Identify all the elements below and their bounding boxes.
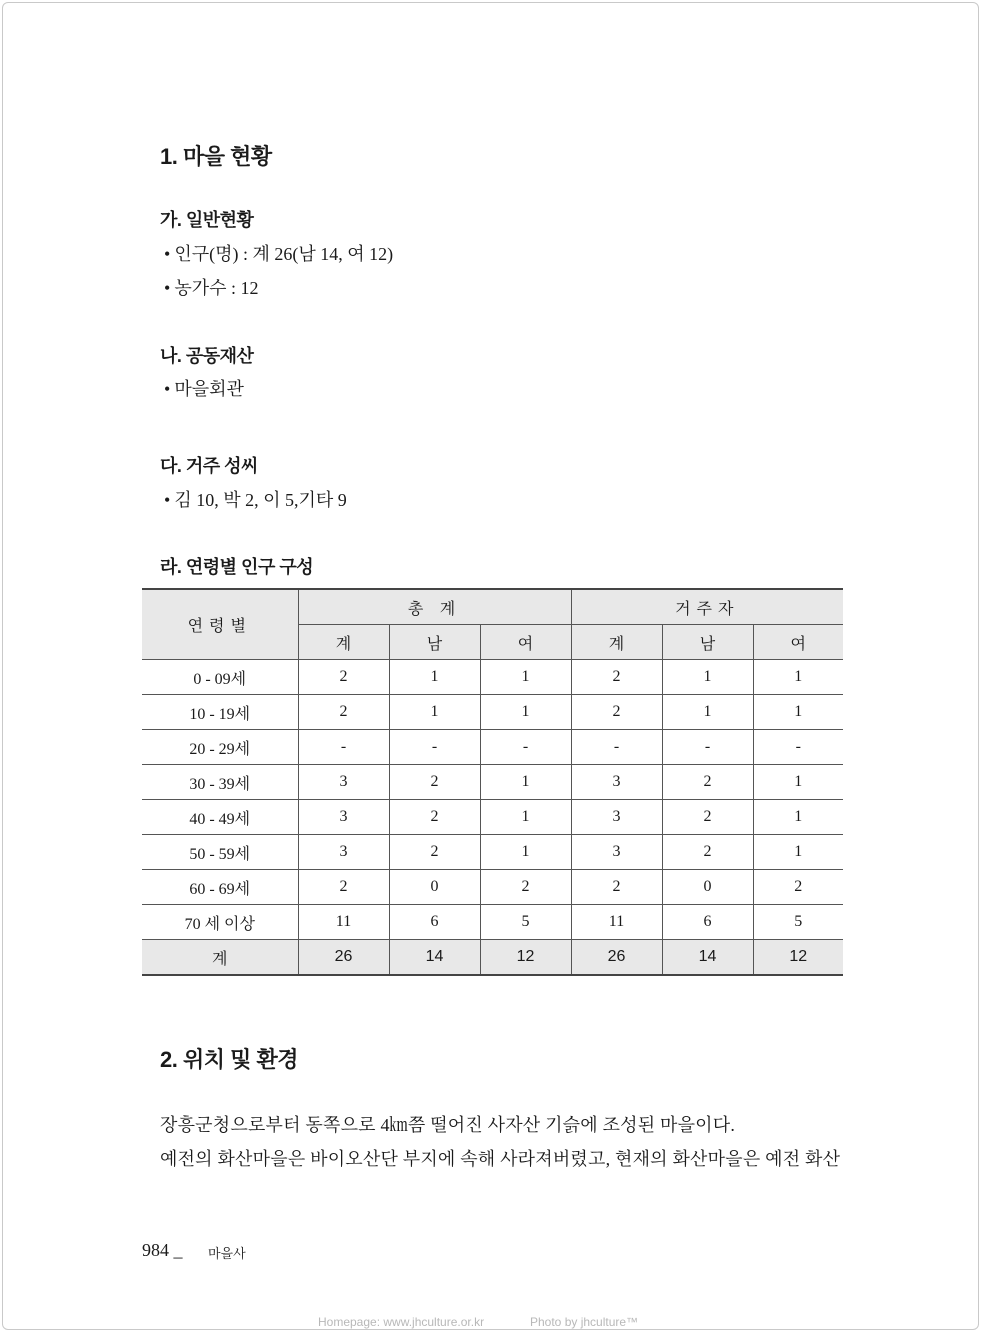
- property-heading: 나. 공동재산: [160, 346, 254, 366]
- table-cell: 3: [571, 765, 662, 800]
- table-cell: 0: [389, 870, 480, 905]
- table-cell: 14: [662, 940, 753, 976]
- age-population-table: [142, 588, 843, 976]
- property-item: [164, 375, 244, 401]
- table-cell: 26: [571, 940, 662, 976]
- row-label: 50 - 59세: [142, 835, 298, 870]
- table-cell: 2: [662, 835, 753, 870]
- table-cell: 1: [389, 660, 480, 695]
- table-cell: 2: [480, 870, 571, 905]
- table-cell: 2: [571, 695, 662, 730]
- bullet-text: 마을회관: [174, 379, 244, 399]
- table-cell: 1: [480, 765, 571, 800]
- table-row: [142, 660, 843, 695]
- row-label: 계: [142, 940, 298, 976]
- table-row: [142, 905, 843, 940]
- table-cell: 3: [571, 800, 662, 835]
- row-label: 70 세 이상: [142, 905, 298, 940]
- bullet-dot: •: [164, 490, 171, 510]
- table-cell: 5: [480, 905, 571, 940]
- table-cell: 1: [753, 765, 843, 800]
- row-header-age: 연령별: [142, 589, 298, 660]
- general-heading: 가. 일반현황: [160, 210, 254, 230]
- table-cell: 2: [389, 765, 480, 800]
- age-table-heading: 라. 연령별 인구 구성: [160, 557, 314, 577]
- table-cell: 3: [298, 800, 389, 835]
- table-row: [142, 835, 843, 870]
- table-cell: -: [753, 730, 843, 765]
- table-cell: 6: [389, 905, 480, 940]
- bullet-text: 인구(명) : 계 26(남 14, 여 12): [174, 244, 394, 264]
- bullet-dot: •: [164, 379, 171, 399]
- row-label: 30 - 39세: [142, 765, 298, 800]
- table-row: [142, 730, 843, 765]
- group-header-total: 총 계: [298, 589, 571, 625]
- table-cell: 1: [753, 695, 843, 730]
- table-cell: 1: [753, 660, 843, 695]
- table-cell: 6: [662, 905, 753, 940]
- watermark-photo: Photo by jhculture™: [530, 1315, 639, 1329]
- table-cell: 2: [662, 800, 753, 835]
- table-total-row: [142, 940, 843, 976]
- table-cell: 2: [298, 695, 389, 730]
- table-cell: 1: [662, 660, 753, 695]
- table-header-row: [142, 589, 843, 625]
- section2-title: 2. 위치 및 환경: [160, 1047, 298, 1072]
- bullet-text: 농가수 : 12: [174, 278, 259, 298]
- table-cell: 1: [480, 660, 571, 695]
- table-cell: 2: [298, 660, 389, 695]
- table-cell: 2: [753, 870, 843, 905]
- table-cell: 2: [571, 660, 662, 695]
- table-cell: 2: [389, 800, 480, 835]
- table-cell: -: [298, 730, 389, 765]
- table-cell: 12: [480, 940, 571, 976]
- paragraph-line-1: 장흥군청으로부터 동쪽으로 4㎞쯤 떨어진 사자산 기슭에 조성된 마을이다.: [160, 1115, 736, 1135]
- table-cell: 11: [571, 905, 662, 940]
- table-cell: -: [662, 730, 753, 765]
- table-body: [142, 660, 843, 976]
- group-header-resident: 거주자: [571, 589, 843, 625]
- table-cell: 1: [753, 835, 843, 870]
- bullet-dot: •: [164, 244, 171, 264]
- sub-header: 여: [753, 625, 843, 660]
- table-cell: 3: [571, 835, 662, 870]
- table-cell: 3: [298, 765, 389, 800]
- bullet-dot: •: [164, 278, 171, 298]
- table-cell: 2: [662, 765, 753, 800]
- table-cell: 14: [389, 940, 480, 976]
- table-cell: -: [480, 730, 571, 765]
- table-row: [142, 765, 843, 800]
- table-cell: 1: [480, 835, 571, 870]
- row-label: 60 - 69세: [142, 870, 298, 905]
- footer-book-title: 마을사: [208, 1246, 246, 1261]
- table-row: [142, 695, 843, 730]
- table-cell: 5: [753, 905, 843, 940]
- row-label: 0 - 09세: [142, 660, 298, 695]
- table-row: [142, 870, 843, 905]
- table-cell: 2: [298, 870, 389, 905]
- table-cell: 2: [389, 835, 480, 870]
- table-cell: 1: [662, 695, 753, 730]
- surnames-item: [164, 486, 347, 512]
- table-cell: 0: [662, 870, 753, 905]
- row-label: 10 - 19세: [142, 695, 298, 730]
- table-row: [142, 800, 843, 835]
- sub-header: 계: [571, 625, 662, 660]
- footer-page-number: 984 _: [142, 1240, 183, 1260]
- bullet-text: 김 10, 박 2, 이 5,기타 9: [174, 490, 347, 510]
- table-cell: 1: [753, 800, 843, 835]
- section1-title: 1. 마을 현황: [160, 144, 272, 169]
- table-cell: 1: [480, 695, 571, 730]
- table-cell: 1: [389, 695, 480, 730]
- general-item-households: [164, 274, 258, 300]
- general-item-population: [164, 240, 393, 266]
- surnames-heading: 다. 거주 성씨: [160, 456, 258, 476]
- table-cell: 3: [298, 835, 389, 870]
- row-label: 20 - 29세: [142, 730, 298, 765]
- table-cell: -: [571, 730, 662, 765]
- row-label: 40 - 49세: [142, 800, 298, 835]
- watermark-homepage: Homepage: www.jhculture.or.kr: [318, 1315, 485, 1329]
- table-cell: 12: [753, 940, 843, 976]
- sub-header: 남: [389, 625, 480, 660]
- table-cell: 26: [298, 940, 389, 976]
- sub-header: 남: [662, 625, 753, 660]
- table-cell: 2: [571, 870, 662, 905]
- sub-header: 계: [298, 625, 389, 660]
- table-cell: -: [389, 730, 480, 765]
- paragraph-line-2: 예전의 화산마을은 바이오산단 부지에 속해 사라져버렸고, 현재의 화산마을은 예전 화산: [160, 1149, 841, 1169]
- sub-header: 여: [480, 625, 571, 660]
- table-cell: 11: [298, 905, 389, 940]
- table-cell: 1: [480, 800, 571, 835]
